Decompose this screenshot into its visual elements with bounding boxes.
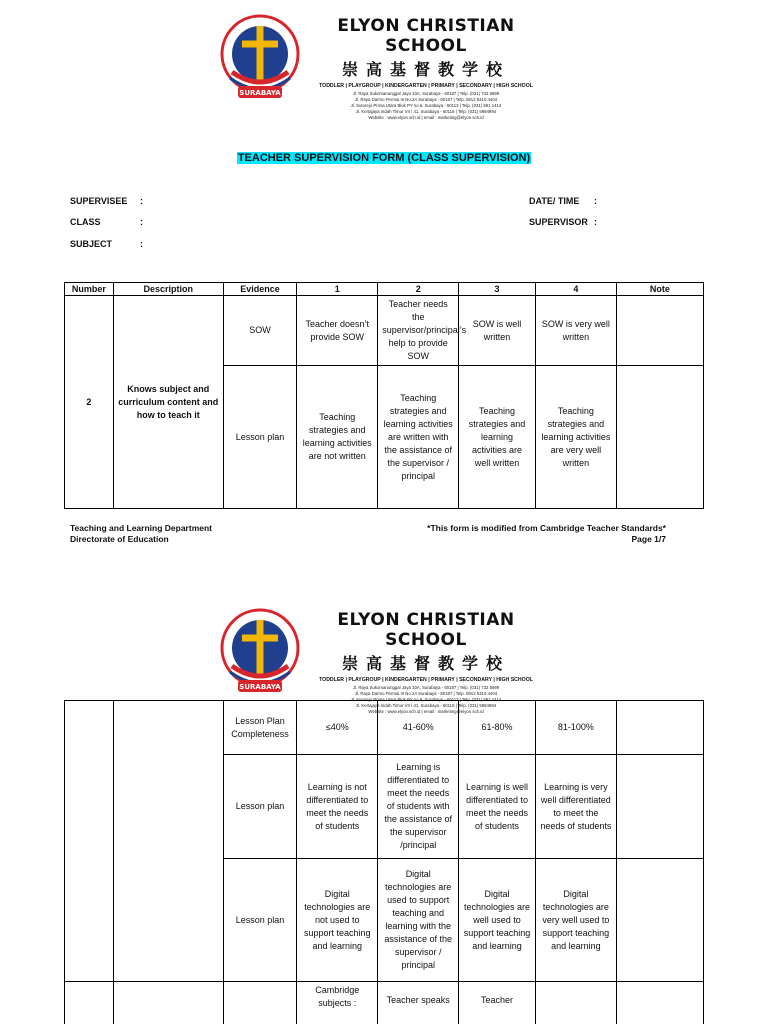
- level-1-cell: Cambridge subjects :: [297, 982, 378, 1024]
- note-cell[interactable]: [616, 755, 703, 859]
- supervisee-field[interactable]: SUPERVISEE :: [70, 196, 143, 206]
- subject-field[interactable]: SUBJECT :: [70, 239, 143, 249]
- school-header-page2: [212, 606, 542, 714]
- level-4-cell: SOW is very well written: [535, 296, 616, 366]
- evidence-cell: Lesson plan: [223, 859, 297, 982]
- school-logo-icon: [212, 606, 308, 698]
- source-note: *This form is modified from Cambridge Teacher Standards*: [427, 523, 666, 533]
- evidence-cell: Lesson Plan Completeness: [223, 701, 297, 755]
- address-line: Jl. Raya Darmo Permai III No.2A Surabaya - 60187 | Telp. 0812 5310 4404: [354, 691, 498, 696]
- level-3-cell: SOW is well written: [459, 296, 536, 366]
- address-line: Jl. Raya Sukomanunggal Jaya 33A, Surabaya - 60187 | Telp. (031) 732 5999: [352, 91, 500, 96]
- form-title: TEACHER SUPERVISION FORM (CLASS SUPERVISION): [237, 152, 531, 164]
- note-cell[interactable]: [616, 859, 703, 982]
- school-logo-icon: [212, 12, 308, 104]
- level-3-cell: Teaching strategies and learning activities are well written: [459, 366, 536, 509]
- level-1-cell: Learning is not differentiated to meet the needs of students: [297, 755, 378, 859]
- note-cell[interactable]: [616, 982, 703, 1024]
- note-cell[interactable]: [616, 296, 703, 366]
- level-2-cell: Teacher needs the supervisor/principal’s help to provide SOW: [378, 296, 459, 366]
- note-cell[interactable]: [616, 366, 703, 509]
- level-1-cell: ≤40%: [297, 701, 378, 755]
- level-2-cell: Teaching strategies and learning activities are written with the assistance of the supervisor / principal: [378, 366, 459, 509]
- level-3-cell: Learning is well differentiated to meet the needs of students: [459, 755, 536, 859]
- class-field[interactable]: CLASS :: [70, 217, 143, 227]
- department-text: Teaching and Learning Department: [70, 523, 213, 533]
- evidence-cell: [223, 982, 297, 1024]
- col-header: 4: [535, 283, 616, 296]
- level-3-cell: 61-80%: [459, 701, 536, 755]
- level-2-cell: Digital technologies are used to support teaching and learning with the assistance of the supervisor / principal: [378, 859, 459, 982]
- evidence-cell: Lesson plan: [223, 755, 297, 859]
- col-header: Note: [616, 283, 703, 296]
- level-4-cell: Digital technologies are very well used to support teaching and learning: [535, 859, 616, 982]
- evidence-cell: Lesson plan: [223, 366, 297, 509]
- evidence-cell: SOW: [223, 296, 297, 366]
- level-4-cell: [535, 982, 616, 1024]
- row-number: 2: [65, 296, 114, 509]
- seal-text: SURABAYA: [239, 683, 281, 691]
- supervisor-field[interactable]: SUPERVISOR :: [529, 217, 597, 227]
- col-header: Number: [65, 283, 114, 296]
- level-1-cell: Digital technologies are not used to support teaching and learning: [297, 859, 378, 982]
- address-line: Jl. Kertajaya Indah Timur VII / 41, Surabaya - 60116 | Telp. (031) 5994994: [355, 109, 497, 114]
- row-number: [65, 982, 114, 1024]
- row-description: [113, 982, 223, 1024]
- website-line: Website : www.elyon.sch.id | email : marketing@elyon.sch.id: [368, 115, 484, 120]
- supervision-table-page2: [64, 700, 704, 1024]
- supervision-table-page1: [64, 282, 704, 509]
- table-row: [65, 296, 704, 366]
- col-header: 2: [378, 283, 459, 296]
- table-row: [65, 982, 704, 1024]
- address-line: Jl. Sutorejo Prima Utara Blok PY no.6, Surabaya - 60113 | Telp. (031) 591 1414: [350, 697, 502, 702]
- col-header: Evidence: [223, 283, 297, 296]
- address-line: Jl. Raya Darmo Permai III No.2A Surabaya - 60187 | Telp. 0812 5310 4404: [354, 97, 498, 102]
- level-3-cell: Teacher: [459, 982, 536, 1024]
- directorate-text: Directorate of Education: [70, 534, 169, 544]
- school-chinese-name: 崇高基督教学校: [341, 60, 510, 79]
- level-3-cell: Digital technologies are well used to support teaching and learning: [459, 859, 536, 982]
- table-row: [65, 701, 704, 755]
- website-line: Website : www.elyon.sch.id | email : marketing@elyon.sch.id: [368, 709, 484, 714]
- school-chinese-name: 崇高基督教学校: [341, 654, 510, 673]
- level-2-cell: 41-60%: [378, 701, 459, 755]
- level-1-cell: Teacher doesn’t provide SOW: [297, 296, 378, 366]
- address-line: Jl. Sutorejo Prima Utara Blok PY no.6, Surabaya - 60113 | Telp. (031) 591 1414: [350, 103, 502, 108]
- seal-text: SURABAYA: [239, 89, 281, 97]
- address-line: Jl. Raya Sukomanunggal Jaya 33A, Surabaya - 60187 | Telp. (031) 732 5999: [352, 685, 500, 690]
- address-line: Jl. Kertajaya Indah Timur VII / 41, Surabaya - 60116 | Telp. (031) 5994994: [355, 703, 497, 708]
- school-name: ELYON CHRISTIAN SCHOOL: [337, 16, 515, 56]
- school-levels: TODDLER | PLAYGROUP | KINDERGARTEN | PRIMARY | SECONDARY | HIGH SCHOOL: [319, 677, 533, 683]
- page-number: Page 1/7: [631, 534, 666, 544]
- level-1-cell: Teaching strategies and learning activities are not written: [297, 366, 378, 509]
- col-header: 3: [459, 283, 536, 296]
- row-number: [65, 701, 114, 982]
- col-header: 1: [297, 283, 378, 296]
- date-time-field[interactable]: DATE/ TIME :: [529, 196, 597, 206]
- school-name: ELYON CHRISTIAN SCHOOL: [337, 610, 515, 650]
- school-header: [212, 12, 542, 120]
- school-addresses: [310, 91, 542, 121]
- col-header: Description: [113, 283, 223, 296]
- level-4-cell: Learning is very well differentiated to meet the needs of students: [535, 755, 616, 859]
- row-description: Knows subject and curriculum content and how to teach it: [113, 296, 223, 509]
- level-2-cell: Teacher speaks: [378, 982, 459, 1024]
- school-levels: TODDLER | PLAYGROUP | KINDERGARTEN | PRIMARY | SECONDARY | HIGH SCHOOL: [319, 83, 533, 89]
- row-description: [113, 701, 223, 982]
- level-2-cell: Learning is differentiated to meet the needs of students with the assistance of the supervisor /principal: [378, 755, 459, 859]
- note-cell[interactable]: [616, 701, 703, 755]
- level-4-cell: 81-100%: [535, 701, 616, 755]
- level-4-cell: Teaching strategies and learning activities are very well written: [535, 366, 616, 509]
- table-header-row: [65, 283, 704, 296]
